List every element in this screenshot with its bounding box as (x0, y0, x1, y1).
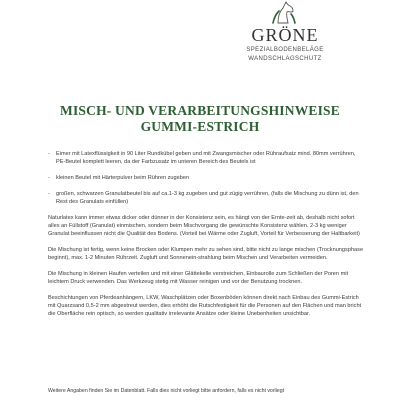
title-line-2: GUMMI-ESTRICH (140, 119, 260, 134)
bullet-text: kleinen Beutel mit Härterpulver beim Rühren zugeben (56, 175, 190, 181)
paragraph: Beschichtungen von Pferdeanhängern, LKW, Waschplätzen oder Boxenböden können direkt nach Einbau des Gummi-Estrich mit Quarzsand 0,5-2 mm abgestreut werden, dies erhöht die Rutschfestigkeit für die Personen auf den Flächen und man bricht die Oberfläche rein optisch, so werden qualitativ irrelevante Ansätze oder kleine Unebenheiten unsichtbar. (48, 295, 362, 317)
bullet-dash: - (48, 175, 50, 181)
title-line-1: MISCH- UND VERARBEITUNGSHINWEISE (60, 103, 340, 118)
bullet-dash: - (48, 151, 50, 157)
bullet-text: großen, schwarzen Granulatbeutel bis auf ca.1-3 kg zugeben und gut zügig verrühren, (falls die Mischung zu dünn ist, den Rest des Granulats einfüllen) (56, 191, 359, 205)
bullet-text: Eimer mit Latexflüssigkeit in 90 Liter Rundkübel geben und mit Zwangsmischer oder Rühraufsatz mind. 80mm verrühren, PE-Beutel komplett leeren, da der Farbzusatz im unteren Bereich des Beutels ist (56, 151, 356, 165)
brand-tagline-2: WANDSCHLAGSCHUTZ (248, 56, 322, 62)
bullet-dash: - (48, 191, 50, 197)
document-body (48, 150, 366, 326)
paragraph: Naturlatex kann immer etwas dicker oder dünner in der Konsistenz sein, es hängt von der Ernte-zeit ab, deshalb nicht sofort alles an Füllstoff (Granulat) einmischen, sondern beim Mischvorgang die gewünschte Konsistenz wählen. 2-3 kg weniger Granulat beeinflussen nicht die Qualität des Bodens. (Vorteil bei Wärme oder Zugluft, Vorteil für Verbesserung der Haltbarkeit) (48, 215, 360, 237)
list-item (48, 190, 366, 206)
brand-logo (230, 0, 340, 80)
horse-head-icon (269, 0, 299, 24)
brand-tagline-1: SPEZIALBODENBELÄGE (246, 47, 324, 53)
document-title (40, 103, 360, 135)
list-item (48, 150, 366, 166)
brand-name: GRÖNE (251, 25, 319, 45)
footer-note: Weitere Angaben finden Sie im Datenblatt. Falls dies nicht vorliegt bitte anfordern, falls es nicht vorliegt (48, 388, 285, 394)
paragraph: Die Mischung ist fertig, wenn keine Brocken oder Klumpen mehr zu sehen sind, bitte nicht zu lange mischen (Trocknungsphase beginnt), max. 1-2 Minuten Rührzeit. Zugluft und Sonnenein-strahlung beim Mischen und Verarbeiten vermeiden. (48, 247, 364, 261)
list-item (48, 174, 366, 182)
paragraph: Die Mischung in kleinen Haufen verteilen und mit einer Glättekelle verstreichen, Einbaurolle zum Schließen der Poren mit leichtem Druck verwenden. Das Werkzeug stetig mit Wasser reinigen und vor der Benutzung trocknen. (48, 271, 349, 285)
